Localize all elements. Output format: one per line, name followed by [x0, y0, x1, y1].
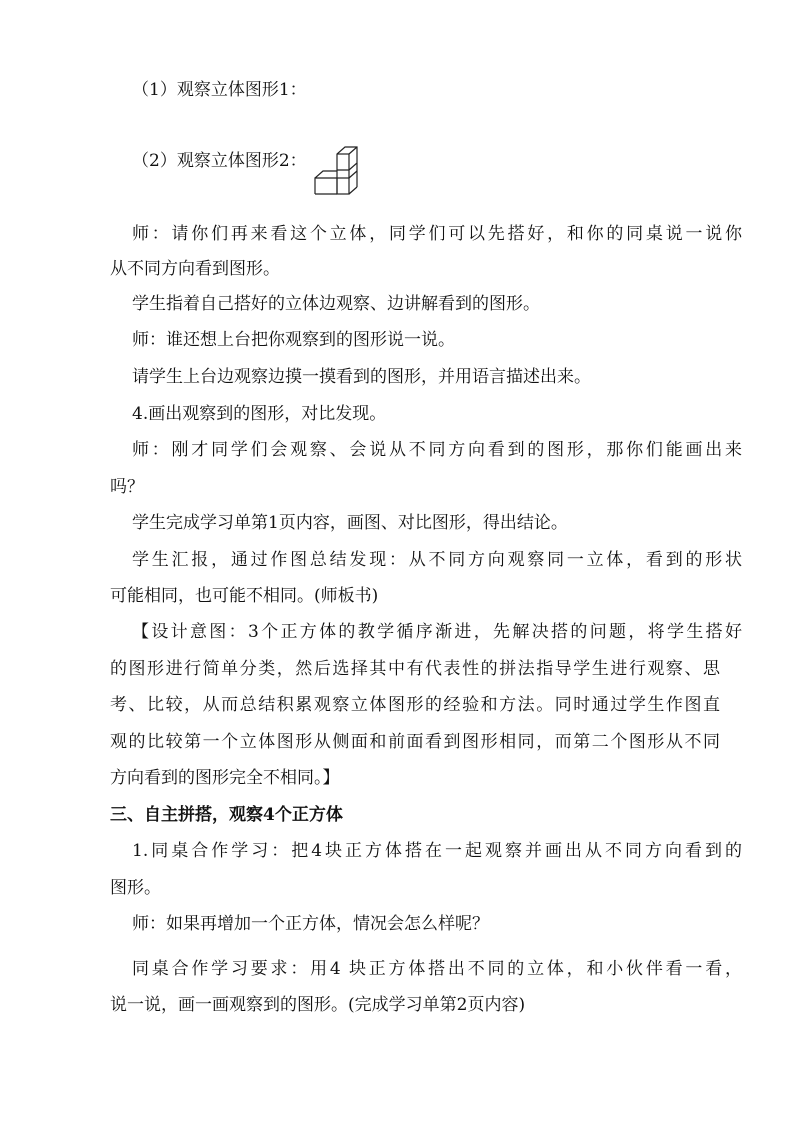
teacher-line-1: 师：请你们再来看这个立体，同学们可以先搭好，和你的同桌说一说你	[132, 224, 742, 244]
design-intent-line-2: 的图形进行简单分类，然后选择其中有代表性的拼法指导学生进行观察、思	[110, 659, 720, 679]
design-intent-line-5: 方向看到的图形完全不相同。】	[110, 768, 340, 788]
design-intent-line-3: 考、比较，从而总结积累观察立体图形的经验和方法。同时通过学生作图直	[110, 695, 720, 715]
requirement-line-cont: 说一说，画一画观察到的图形。(完成学习单第2页内容)	[110, 995, 526, 1015]
teacher-line-1-cont: 从不同方向看到图形。	[110, 259, 280, 279]
cube-stack-icon	[313, 142, 359, 196]
teacher-line-2: 师：谁还想上台把你观察到的图形说一说。	[132, 330, 455, 350]
section-heading-3: 三、自主拼搭，观察4个正方体	[110, 805, 343, 825]
student-touch-line: 请学生上台边观察边摸一摸看到的图形，并用语言描述出来。	[132, 367, 591, 387]
teacher-line-4: 师：如果再增加一个正方体，情况会怎么样呢？	[132, 914, 489, 934]
design-intent-line-4: 观的比较第一个立体图形从侧面和前面看到图形相同，而第二个图形从不同	[110, 732, 720, 752]
student-observe-line: 学生指着自己搭好的立体边观察、边讲解看到的图形。	[132, 294, 540, 314]
student-complete-line: 学生完成学习单第1页内容，画图、对比图形，得出结论。	[132, 513, 568, 533]
item-figure-2: （2）观察立体图形2：	[132, 151, 307, 171]
pair-work-line-cont: 图形。	[110, 878, 161, 898]
requirement-line: 同桌合作学习要求：用4 块正方体搭出不同的立体，和小伙伴看一看，	[132, 959, 742, 979]
pair-work-line: 1.同桌合作学习：把4块正方体搭在一起观察并画出从不同方向看到的	[132, 841, 742, 861]
teacher-line-3: 师：刚才同学们会观察、会说从不同方向看到的图形，那你们能画出来	[132, 440, 742, 460]
item-figure-1: （1）观察立体图形1：	[132, 80, 307, 100]
teacher-line-3-cont: 吗？	[110, 477, 144, 497]
design-intent-line-1: 【设计意图：3个正方体的教学循序渐进，先解决搭的问题，将学生搭好	[132, 622, 742, 642]
student-report-line-cont: 可能相同，也可能不相同。(师板书)	[110, 586, 379, 606]
student-report-line: 学生汇报，通过作图总结发现：从不同方向观察同一立体，看到的形状	[132, 550, 742, 570]
step-4-heading: 4.画出观察到的图形，对比发现。	[132, 404, 387, 424]
